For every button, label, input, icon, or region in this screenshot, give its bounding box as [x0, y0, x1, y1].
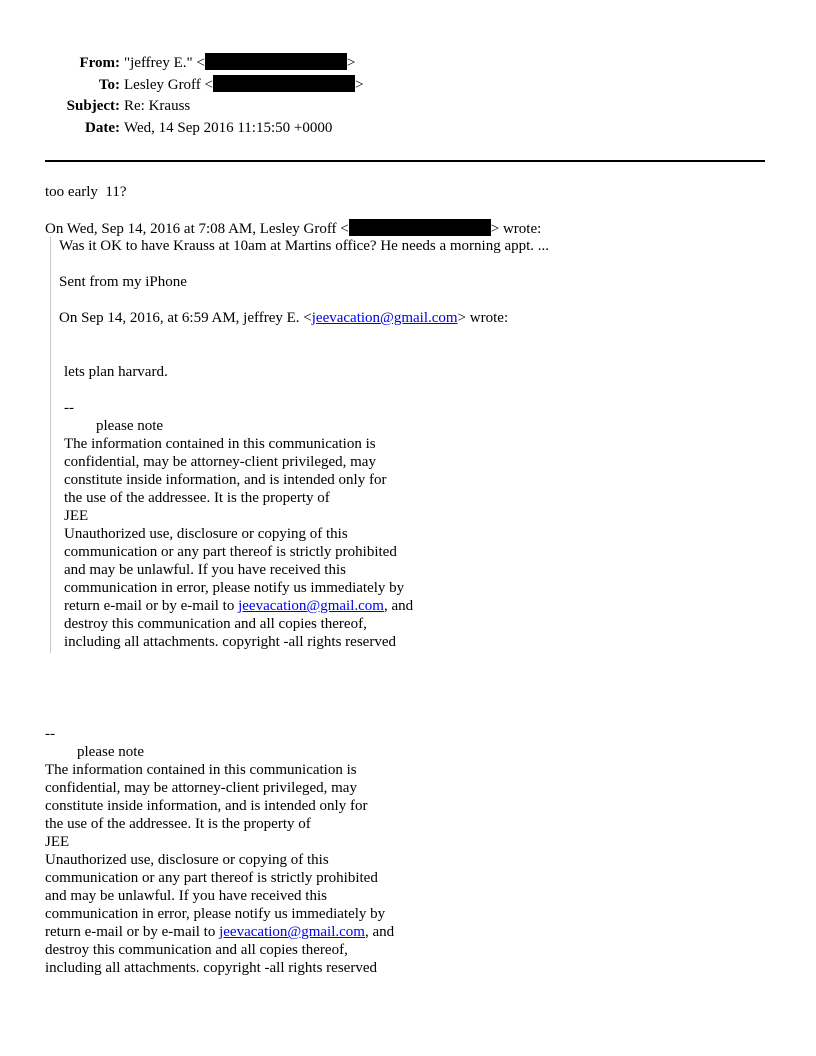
- disclaimer-line: including all attachments. copyright -all rights reserved: [64, 634, 396, 650]
- disclaimer-line: including all attachments. copyright -all rights reserved: [45, 960, 377, 976]
- disclaimer-line: confidential, may be attorney-client privileged, may: [45, 780, 357, 796]
- quote-intro: [45, 219, 785, 237]
- nested-quoted-message: [59, 363, 785, 651]
- disclaimer-line: the use of the addressee. It is the property of: [45, 816, 311, 832]
- email-link[interactable]: jeevacation@gmail.com: [238, 598, 384, 614]
- quote-intro-end: > wrote:: [490, 221, 542, 237]
- signature-note: please note: [77, 744, 145, 760]
- disclaimer-line: communication in error, please notify us immediately by: [45, 906, 386, 922]
- nested-intro-end: > wrote:: [457, 310, 509, 326]
- disclaimer-email-end: , and: [364, 924, 395, 940]
- date-label: Date:: [85, 120, 120, 136]
- disclaimer-line: Unauthorized use, disclosure or copying of this: [64, 526, 348, 542]
- email-body: [45, 183, 785, 977]
- signature-dashes: --: [64, 400, 74, 416]
- disclaimer-line: the use of the addressee. It is the property of: [64, 490, 330, 506]
- disclaimer-email-start: return e-mail or by e-mail to: [64, 598, 239, 614]
- reply-text: too early 11?: [45, 184, 127, 200]
- disclaimer-email-end: , and: [383, 598, 414, 614]
- header-divider: [45, 160, 765, 162]
- quote-intro-start: On Wed, Sep 14, 2016 at 7:08 AM, Lesley Groff <: [45, 221, 349, 237]
- to-end: >: [355, 77, 364, 93]
- redacted-email-box: [349, 219, 491, 236]
- signature-dashes: --: [45, 726, 55, 742]
- quoted-signature: Sent from my iPhone: [59, 274, 187, 290]
- disclaimer-line: and may be unlawful. If you have received this: [45, 888, 327, 904]
- subject-row: [0, 97, 816, 119]
- disclaimer-line: confidential, may be attorney-client privileged, may: [64, 454, 376, 470]
- redacted-email-box: [205, 53, 347, 70]
- footer-disclaimer: [45, 725, 785, 977]
- subject-value: Re: Krauss: [124, 98, 191, 114]
- nested-quote-intro: [59, 309, 785, 327]
- email-link[interactable]: jeevacation@gmail.com: [311, 310, 458, 326]
- quoted-message: [50, 237, 785, 653]
- to-row: [0, 75, 816, 97]
- disclaimer-line: destroy this communication and all copies thereof,: [45, 942, 348, 958]
- from-label: From:: [79, 55, 120, 71]
- disclaimer-line: constitute inside information, and is intended only for: [45, 798, 368, 814]
- disclaimer-line: JEE: [64, 508, 89, 524]
- disclaimer-line: The information contained in this communication is: [64, 436, 376, 452]
- from-value: "jeffrey E." <: [124, 55, 205, 71]
- disclaimer-email-line: [45, 923, 785, 941]
- quoted-line: Was it OK to have Krauss at 10am at Martins office? He needs a morning appt. ...: [59, 238, 550, 254]
- disclaimer-line: destroy this communication and all copies thereof,: [64, 616, 367, 632]
- disclaimer-line: and may be unlawful. If you have received this: [64, 562, 346, 578]
- from-row: [0, 53, 816, 75]
- nested-intro-start: On Sep 14, 2016, at 6:59 AM, jeffrey E. <: [59, 310, 312, 326]
- disclaimer-line: Unauthorized use, disclosure or copying of this: [45, 852, 329, 868]
- nested-text: lets plan harvard.: [64, 364, 168, 380]
- disclaimer-email-start: return e-mail or by e-mail to: [45, 924, 220, 940]
- disclaimer-line: communication in error, please notify us immediately by: [64, 580, 405, 596]
- email-link[interactable]: jeevacation@gmail.com: [219, 924, 365, 940]
- to-label: To:: [98, 77, 120, 93]
- subject-label: Subject:: [66, 98, 120, 114]
- disclaimer-line: communication or any part thereof is strictly prohibited: [64, 544, 397, 560]
- date-value: Wed, 14 Sep 2016 11:15:50 +0000: [124, 120, 333, 136]
- redacted-email-box: [213, 75, 355, 92]
- disclaimer-email-line: [64, 597, 785, 615]
- disclaimer-line: communication or any part thereof is strictly prohibited: [45, 870, 378, 886]
- date-row: [0, 119, 816, 141]
- from-end: >: [346, 55, 356, 71]
- disclaimer-line: constitute inside information, and is intended only for: [64, 472, 387, 488]
- disclaimer-line: The information contained in this communication is: [45, 762, 357, 778]
- signature-note: please note: [96, 418, 164, 434]
- email-header: [0, 53, 816, 141]
- to-value: Lesley Groff <: [124, 77, 213, 93]
- disclaimer-line: JEE: [45, 834, 70, 850]
